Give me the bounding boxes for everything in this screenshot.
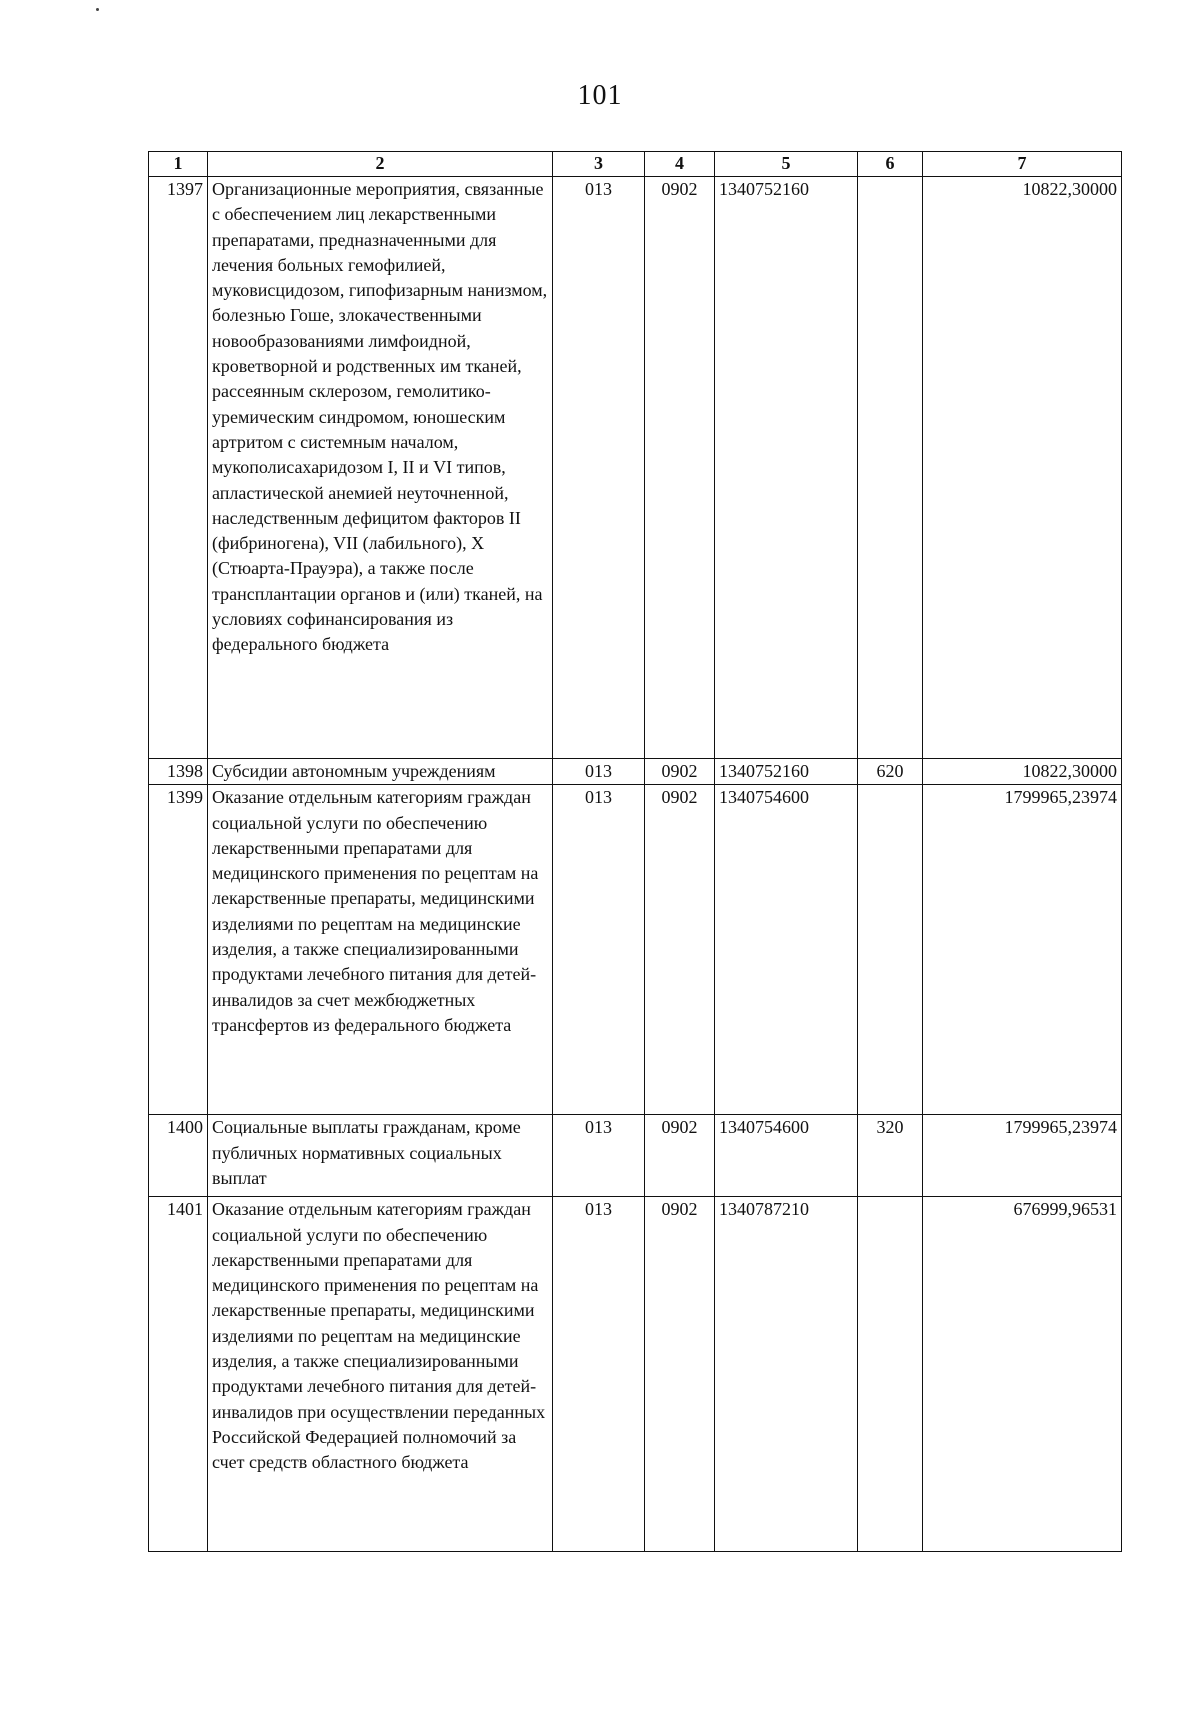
- header-col-3: 3: [553, 152, 645, 177]
- row-col-3: 013: [553, 759, 645, 785]
- row-number: 1399: [149, 785, 208, 1115]
- row-number: 1401: [149, 1197, 208, 1552]
- row-col-5: 1340752160: [715, 759, 858, 785]
- table-row: [149, 785, 1122, 1115]
- row-description: Социальные выплаты гражданам, кроме публичных нормативных социальных выплат: [208, 1115, 553, 1197]
- header-col-2: 2: [208, 152, 553, 177]
- budget-table: [148, 151, 1122, 1552]
- header-col-7: 7: [923, 152, 1122, 177]
- row-col-3: 013: [553, 1115, 645, 1197]
- row-col-5: 1340752160: [715, 177, 858, 759]
- row-col-5: 1340787210: [715, 1197, 858, 1552]
- row-col-6: [858, 785, 923, 1115]
- row-number: 1397: [149, 177, 208, 759]
- header-col-4: 4: [645, 152, 715, 177]
- row-amount: 676999,96531: [923, 1197, 1122, 1552]
- row-amount: 10822,30000: [923, 177, 1122, 759]
- row-col-4: 0902: [645, 759, 715, 785]
- header-col-1: 1: [149, 152, 208, 177]
- scan-speck: [96, 8, 99, 11]
- row-col-6: [858, 1197, 923, 1552]
- row-description: Оказание отдельным категориям граждан социальной услуги по обеспечению лекарственными препаратами для медицинского применения по рецептам на лекарственные препараты, медицинскими изделиями по рецептам на медицинские изделия, а также специализированными продуктами лечебного питания для детей-инвалидов при осуществлении переданных Российской Федерацией полномочий за счет средств областного бюджета: [208, 1197, 553, 1552]
- row-description: Оказание отдельным категориям граждан социальной услуги по обеспечению лекарственными препаратами для медицинского применения по рецептам на лекарственные препараты, медицинскими изделиями по рецептам на медицинские изделия, а также специализированными продуктами лечебного питания для детей-инвалидов за счет межбюджетных трансфертов из федерального бюджета: [208, 785, 553, 1115]
- page-number: 101: [577, 80, 623, 111]
- row-col-4: 0902: [645, 1197, 715, 1552]
- row-amount: 10822,30000: [923, 759, 1122, 785]
- table-header-row: [149, 152, 1122, 177]
- row-col-4: 0902: [645, 785, 715, 1115]
- row-col-3: 013: [553, 1197, 645, 1552]
- row-description: Организационные мероприятия, связанные с обеспечением лиц лекарственными препаратами, предназначенными для лечения больных гемофилией, муковисцидозом, гипофизарным нанизмом, болезнью Гоше, злокачественными новообразованиями лимфоидной, кроветворной и родственных им тканей, рассеянным склерозом, гемолитико-уремическим синдромом, юношеским артритом с системным началом, мукополисахаридозом I, II и VI типов, апластической анемией неуточненной, наследственным дефицитом факторов II (фибриногена), VII (лабильного), X (Стюарта-Прауэра), а также после трансплантации органов и (или) тканей, на условиях софинансирования из федерального бюджета: [208, 177, 553, 759]
- row-col-5: 1340754600: [715, 1115, 858, 1197]
- row-col-6: [858, 177, 923, 759]
- row-col-4: 0902: [645, 177, 715, 759]
- table-row: [149, 1197, 1122, 1552]
- row-number: 1398: [149, 759, 208, 785]
- row-col-6: 320: [858, 1115, 923, 1197]
- row-amount: 1799965,23974: [923, 1115, 1122, 1197]
- row-col-3: 013: [553, 785, 645, 1115]
- row-col-5: 1340754600: [715, 785, 858, 1115]
- row-description: Субсидии автономным учреждениям: [208, 759, 553, 785]
- row-col-6: 620: [858, 759, 923, 785]
- table-row: [149, 177, 1122, 759]
- table-row: [149, 759, 1122, 785]
- row-amount: 1799965,23974: [923, 785, 1122, 1115]
- row-number: 1400: [149, 1115, 208, 1197]
- header-col-6: 6: [858, 152, 923, 177]
- table-row: [149, 1115, 1122, 1197]
- header-col-5: 5: [715, 152, 858, 177]
- row-col-3: 013: [553, 177, 645, 759]
- row-col-4: 0902: [645, 1115, 715, 1197]
